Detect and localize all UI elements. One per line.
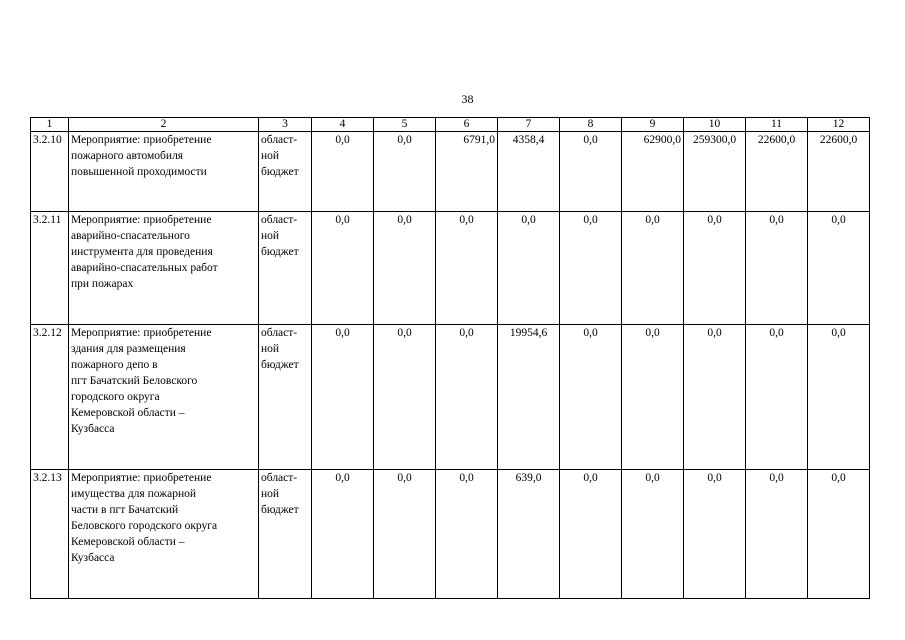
row-number: 3.2.11 xyxy=(31,212,69,325)
value-cell: 0,0 xyxy=(808,325,870,470)
description-line: Кузбасса xyxy=(71,423,115,435)
table-row xyxy=(31,470,870,599)
value-cell: 0,0 xyxy=(684,325,746,470)
source-line: област- xyxy=(261,214,298,226)
description-line: городского округа xyxy=(71,391,160,403)
value-cell: 0,0 xyxy=(312,132,374,212)
value-cell: 0,0 xyxy=(622,325,684,470)
table-row xyxy=(31,212,870,325)
value-cell: 0,0 xyxy=(560,212,622,325)
column-header: 11 xyxy=(746,118,808,132)
value-cell: 0,0 xyxy=(746,212,808,325)
description-line: Мероприятие: приобретение xyxy=(71,327,212,339)
value-cell: 0,0 xyxy=(312,212,374,325)
row-number: 3.2.12 xyxy=(31,325,69,470)
value-cell: 4358,4 xyxy=(498,132,560,212)
funding-source xyxy=(259,212,312,325)
table-row xyxy=(31,132,870,212)
column-header: 4 xyxy=(312,118,374,132)
value-cell: 0,0 xyxy=(374,132,436,212)
description-line: Мероприятие: приобретение xyxy=(71,214,212,226)
value-cell: 259300,0 xyxy=(684,132,746,212)
row-description xyxy=(69,325,259,470)
value-cell: 0,0 xyxy=(684,212,746,325)
column-header: 6 xyxy=(436,118,498,132)
source-line: област- xyxy=(261,134,298,146)
description-line: повышенной проходимости xyxy=(71,166,207,178)
description-line: при пожарах xyxy=(71,278,134,290)
value-cell: 22600,0 xyxy=(746,132,808,212)
row-description xyxy=(69,212,259,325)
page-number: 38 xyxy=(461,92,474,106)
column-number-row xyxy=(31,118,870,132)
description-line: Беловского городского округа xyxy=(71,520,218,532)
column-header: 7 xyxy=(498,118,560,132)
description-line: пгт Бачатский Беловского xyxy=(71,375,198,387)
source-line: бюджет xyxy=(261,359,299,371)
source-line: ной xyxy=(261,343,280,355)
funding-source xyxy=(259,132,312,212)
source-line: ной xyxy=(261,230,280,242)
value-cell: 0,0 xyxy=(560,325,622,470)
row-number: 3.2.10 xyxy=(31,132,69,212)
value-cell: 0,0 xyxy=(808,470,870,599)
description-line: Мероприятие: приобретение xyxy=(71,472,212,484)
value-cell: 0,0 xyxy=(374,470,436,599)
column-header: 8 xyxy=(560,118,622,132)
funding-source xyxy=(259,325,312,470)
value-cell: 0,0 xyxy=(374,325,436,470)
table-row xyxy=(31,325,870,470)
column-header: 1 xyxy=(31,118,69,132)
source-line: област- xyxy=(261,472,298,484)
value-cell: 22600,0 xyxy=(808,132,870,212)
column-header: 5 xyxy=(374,118,436,132)
source-line: бюджет xyxy=(261,166,299,178)
value-cell: 0,0 xyxy=(436,325,498,470)
value-cell: 0,0 xyxy=(684,470,746,599)
column-header: 3 xyxy=(259,118,312,132)
value-cell: 62900,0 xyxy=(622,132,684,212)
funding-source xyxy=(259,470,312,599)
description-line: части в пгт Бачатский xyxy=(71,504,179,516)
value-cell: 0,0 xyxy=(746,470,808,599)
value-cell: 0,0 xyxy=(622,470,684,599)
value-cell: 0,0 xyxy=(312,470,374,599)
value-cell: 0,0 xyxy=(498,212,560,325)
value-cell: 0,0 xyxy=(436,212,498,325)
column-header: 9 xyxy=(622,118,684,132)
source-line: бюджет xyxy=(261,246,299,258)
column-header: 12 xyxy=(808,118,870,132)
value-cell: 639,0 xyxy=(498,470,560,599)
source-line: област- xyxy=(261,327,298,339)
source-line: бюджет xyxy=(261,504,299,516)
description-line: здания для размещения xyxy=(71,343,186,355)
description-line: пожарного депо в xyxy=(71,359,158,371)
row-description xyxy=(69,132,259,212)
column-header: 2 xyxy=(69,118,259,132)
value-cell: 0,0 xyxy=(374,212,436,325)
description-line: аварийно-спасательного xyxy=(71,230,190,242)
source-line: ной xyxy=(261,150,280,162)
value-cell: 0,0 xyxy=(560,470,622,599)
description-line: пожарного автомобиля xyxy=(71,150,184,162)
value-cell: 0,0 xyxy=(746,325,808,470)
column-header: 10 xyxy=(684,118,746,132)
description-line: аварийно-спасательных работ xyxy=(71,262,218,274)
value-cell: 0,0 xyxy=(436,470,498,599)
value-cell: 0,0 xyxy=(560,132,622,212)
description-line: имущества для пожарной xyxy=(71,488,197,500)
description-line: Кемеровской области – xyxy=(71,536,185,548)
value-cell: 0,0 xyxy=(622,212,684,325)
source-line: ной xyxy=(261,488,280,500)
value-cell: 0,0 xyxy=(312,325,374,470)
description-line: Мероприятие: приобретение xyxy=(71,134,212,146)
description-line: Кузбасса xyxy=(71,552,115,564)
row-description xyxy=(69,470,259,599)
budget-table xyxy=(30,117,870,599)
value-cell: 19954,6 xyxy=(498,325,560,470)
description-line: Кемеровской области – xyxy=(71,407,185,419)
row-number: 3.2.13 xyxy=(31,470,69,599)
description-line: инструмента для проведения xyxy=(71,246,213,258)
value-cell: 0,0 xyxy=(808,212,870,325)
value-cell: 6791,0 xyxy=(436,132,498,212)
